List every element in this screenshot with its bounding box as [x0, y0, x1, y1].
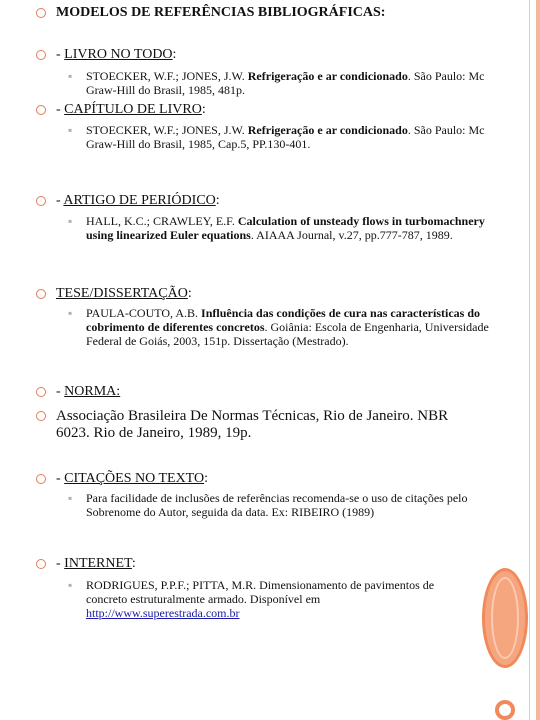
bullet-icon	[36, 559, 46, 569]
bullet-icon	[36, 289, 46, 299]
bullet-icon	[36, 105, 46, 115]
decorative-ring	[495, 700, 515, 720]
page-title: MODELOS DE REFERÊNCIAS BIBLIOGRÁFICAS:	[56, 5, 386, 20]
slide-border-bar	[536, 0, 540, 720]
sub-bullet-icon: ▪	[68, 306, 73, 320]
bullet-icon	[36, 8, 46, 18]
internet-reference: RODRIGUES, P.P.F.; PITTA, M.R. Dimensionamento de pavimentos de concreto estruturalmente armado. Disponível em http://www.superestrada.com.br	[86, 578, 435, 620]
decorative-oval	[482, 568, 528, 668]
section-heading-norma: - NORMA:	[56, 384, 121, 399]
bullet-icon	[36, 50, 46, 60]
reference-entry: HALL, K.C.; CRAWLEY, E.F. Calculation of unsteady flows in turbomachnery using linearized Euler equations. AIAAA Journal, v.27, pp.777-787, 1989.	[86, 214, 485, 242]
section-heading-livro: - LIVRO NO TODO:	[56, 47, 177, 62]
bullet-icon	[36, 411, 46, 421]
norma-reference: Associação Brasileira De Normas Técnicas, Rio de Janeiro. NBR 6023. Rio de Janeiro, 1989, 19p.	[56, 408, 449, 441]
reference-entry: STOECKER, W.F.; JONES, J.W. Refrigeração e ar condicionado. São Paulo: Mc Graw-Hill do Brasil, 1985, 481p.	[86, 69, 485, 97]
section-heading-internet: - INTERNET:	[56, 556, 136, 571]
sub-bullet-icon: ▪	[68, 491, 73, 505]
bullet-icon	[36, 474, 46, 484]
sub-bullet-icon: ▪	[68, 69, 73, 83]
superestrada-link[interactable]: http://www.superestrada.com.br	[86, 606, 240, 620]
section-heading-citacoes: - CITAÇÕES NO TEXTO:	[56, 471, 208, 486]
section-heading-tese: TESE/DISSERTAÇÃO:	[56, 286, 192, 301]
sub-bullet-icon: ▪	[68, 214, 73, 228]
bullet-icon	[36, 196, 46, 206]
slide-border-line	[529, 0, 530, 720]
bullet-icon	[36, 387, 46, 397]
section-heading-artigo: - ARTIGO DE PERIÓDICO:	[56, 193, 220, 208]
section-heading-capitulo: - CAPÍTULO DE LIVRO:	[56, 102, 206, 117]
sub-bullet-icon: ▪	[68, 123, 73, 137]
sub-bullet-icon: ▪	[68, 578, 73, 592]
reference-entry: STOECKER, W.F.; JONES, J.W. Refrigeração e ar condicionado. São Paulo: Mc Graw-Hill do Brasil, 1985, Cap.5, PP.130-401.	[86, 123, 485, 151]
citacoes-text: Para facilidade de inclusões de referências recomenda-se o uso de citações pelo Sobrenome do Autor, seguida da data. Ex: RIBEIRO (1989)	[86, 491, 468, 519]
reference-entry: PAULA-COUTO, A.B. Influência das condições de cura nas características do cobrimento de diferentes concretos. Goiânia: Escola de Engenharia, Universidade Federal de Goiás, 2003, 151p. Dissertação (Mestrado).	[86, 306, 489, 348]
